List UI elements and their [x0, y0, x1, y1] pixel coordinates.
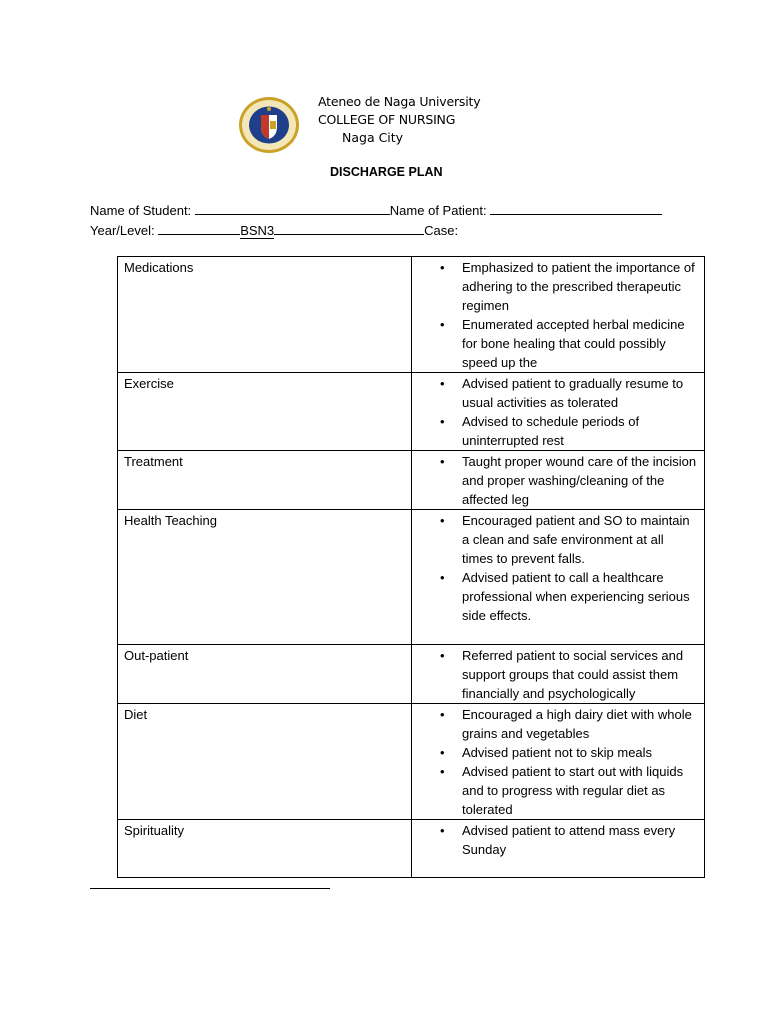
- patient-name-blank[interactable]: [490, 202, 662, 215]
- student-label: Name of Student:: [90, 203, 192, 218]
- signature-line[interactable]: [90, 888, 330, 889]
- table-row: [118, 257, 705, 373]
- college-name: COLLEGE OF NURSING: [318, 112, 456, 127]
- student-patient-line: [90, 202, 662, 218]
- category-exercise: Exercise: [118, 373, 412, 451]
- table-row: [118, 373, 705, 451]
- category-treatment: Treatment: [118, 451, 412, 510]
- list-item: • Advised patient to gradually resume to usual activities as tolerated: [462, 374, 698, 412]
- actions-cell: [412, 704, 705, 820]
- action-list: [418, 374, 698, 450]
- list-item: • Encouraged patient and SO to maintain a clean and safe environment at all times to prevent falls.: [462, 511, 698, 568]
- document-title: DISCHARGE PLAN: [330, 165, 443, 179]
- case-label: Case:: [424, 223, 459, 238]
- action-list: [418, 511, 698, 625]
- actions-cell: [412, 373, 705, 451]
- actions-cell: [412, 257, 705, 373]
- category-out-patient: Out-patient: [118, 645, 412, 704]
- year-blank-right[interactable]: [274, 222, 424, 235]
- patient-label: Name of Patient:: [389, 203, 487, 218]
- university-seal-icon: [238, 96, 300, 154]
- institution-block: [318, 93, 558, 147]
- list-item: • Referred patient to social services and support groups that could assist them financially and psychologically: [462, 646, 698, 703]
- category-health-teaching: Health Teaching: [118, 510, 412, 645]
- list-item: • Advised patient to attend mass every Sunday: [462, 821, 698, 859]
- actions-cell: [412, 820, 705, 878]
- table-row: [118, 510, 705, 645]
- year-level-label: Year/Level:: [90, 223, 155, 238]
- document-header: [238, 93, 558, 155]
- category-spirituality: Spirituality: [118, 820, 412, 878]
- actions-cell: [412, 645, 705, 704]
- student-name-blank[interactable]: [195, 202, 390, 215]
- list-item: • Advised patient to start out with liquids and to progress with regular diet as tolerated: [462, 762, 698, 819]
- actions-cell: [412, 510, 705, 645]
- list-item: • Emphasized to patient the importance of adhering to the prescribed therapeutic regimen: [462, 258, 698, 315]
- year-blank-left[interactable]: [158, 222, 240, 235]
- year-level-value: BSN3: [240, 223, 275, 238]
- category-medications: Medications: [118, 257, 412, 373]
- action-list: [418, 452, 698, 509]
- action-list: [418, 821, 698, 859]
- table-row: [118, 704, 705, 820]
- table-row: [118, 451, 705, 510]
- table-row: [118, 645, 705, 704]
- actions-cell: [412, 451, 705, 510]
- list-item: • Advised patient not to skip meals: [462, 743, 698, 762]
- year-case-line: [90, 222, 458, 239]
- university-name: Ateneo de Naga University: [318, 94, 481, 109]
- category-diet: Diet: [118, 704, 412, 820]
- action-list: [418, 258, 698, 372]
- list-item: • Encouraged a high dairy diet with whole grains and vegetables: [462, 705, 698, 743]
- list-item: • Advised patient to call a healthcare professional when experiencing serious side effects.: [462, 568, 698, 625]
- list-item: • Advised to schedule periods of uninterrupted rest: [462, 412, 698, 450]
- list-item: • Taught proper wound care of the incision and proper washing/cleaning of the affected leg: [462, 452, 698, 509]
- table-row: [118, 820, 705, 878]
- action-list: [418, 705, 698, 819]
- list-item: • Enumerated accepted herbal medicine for bone healing that could possibly speed up the: [462, 315, 698, 372]
- action-list: [418, 646, 698, 703]
- city-name: Naga City: [342, 130, 404, 145]
- discharge-plan-table: [117, 256, 705, 878]
